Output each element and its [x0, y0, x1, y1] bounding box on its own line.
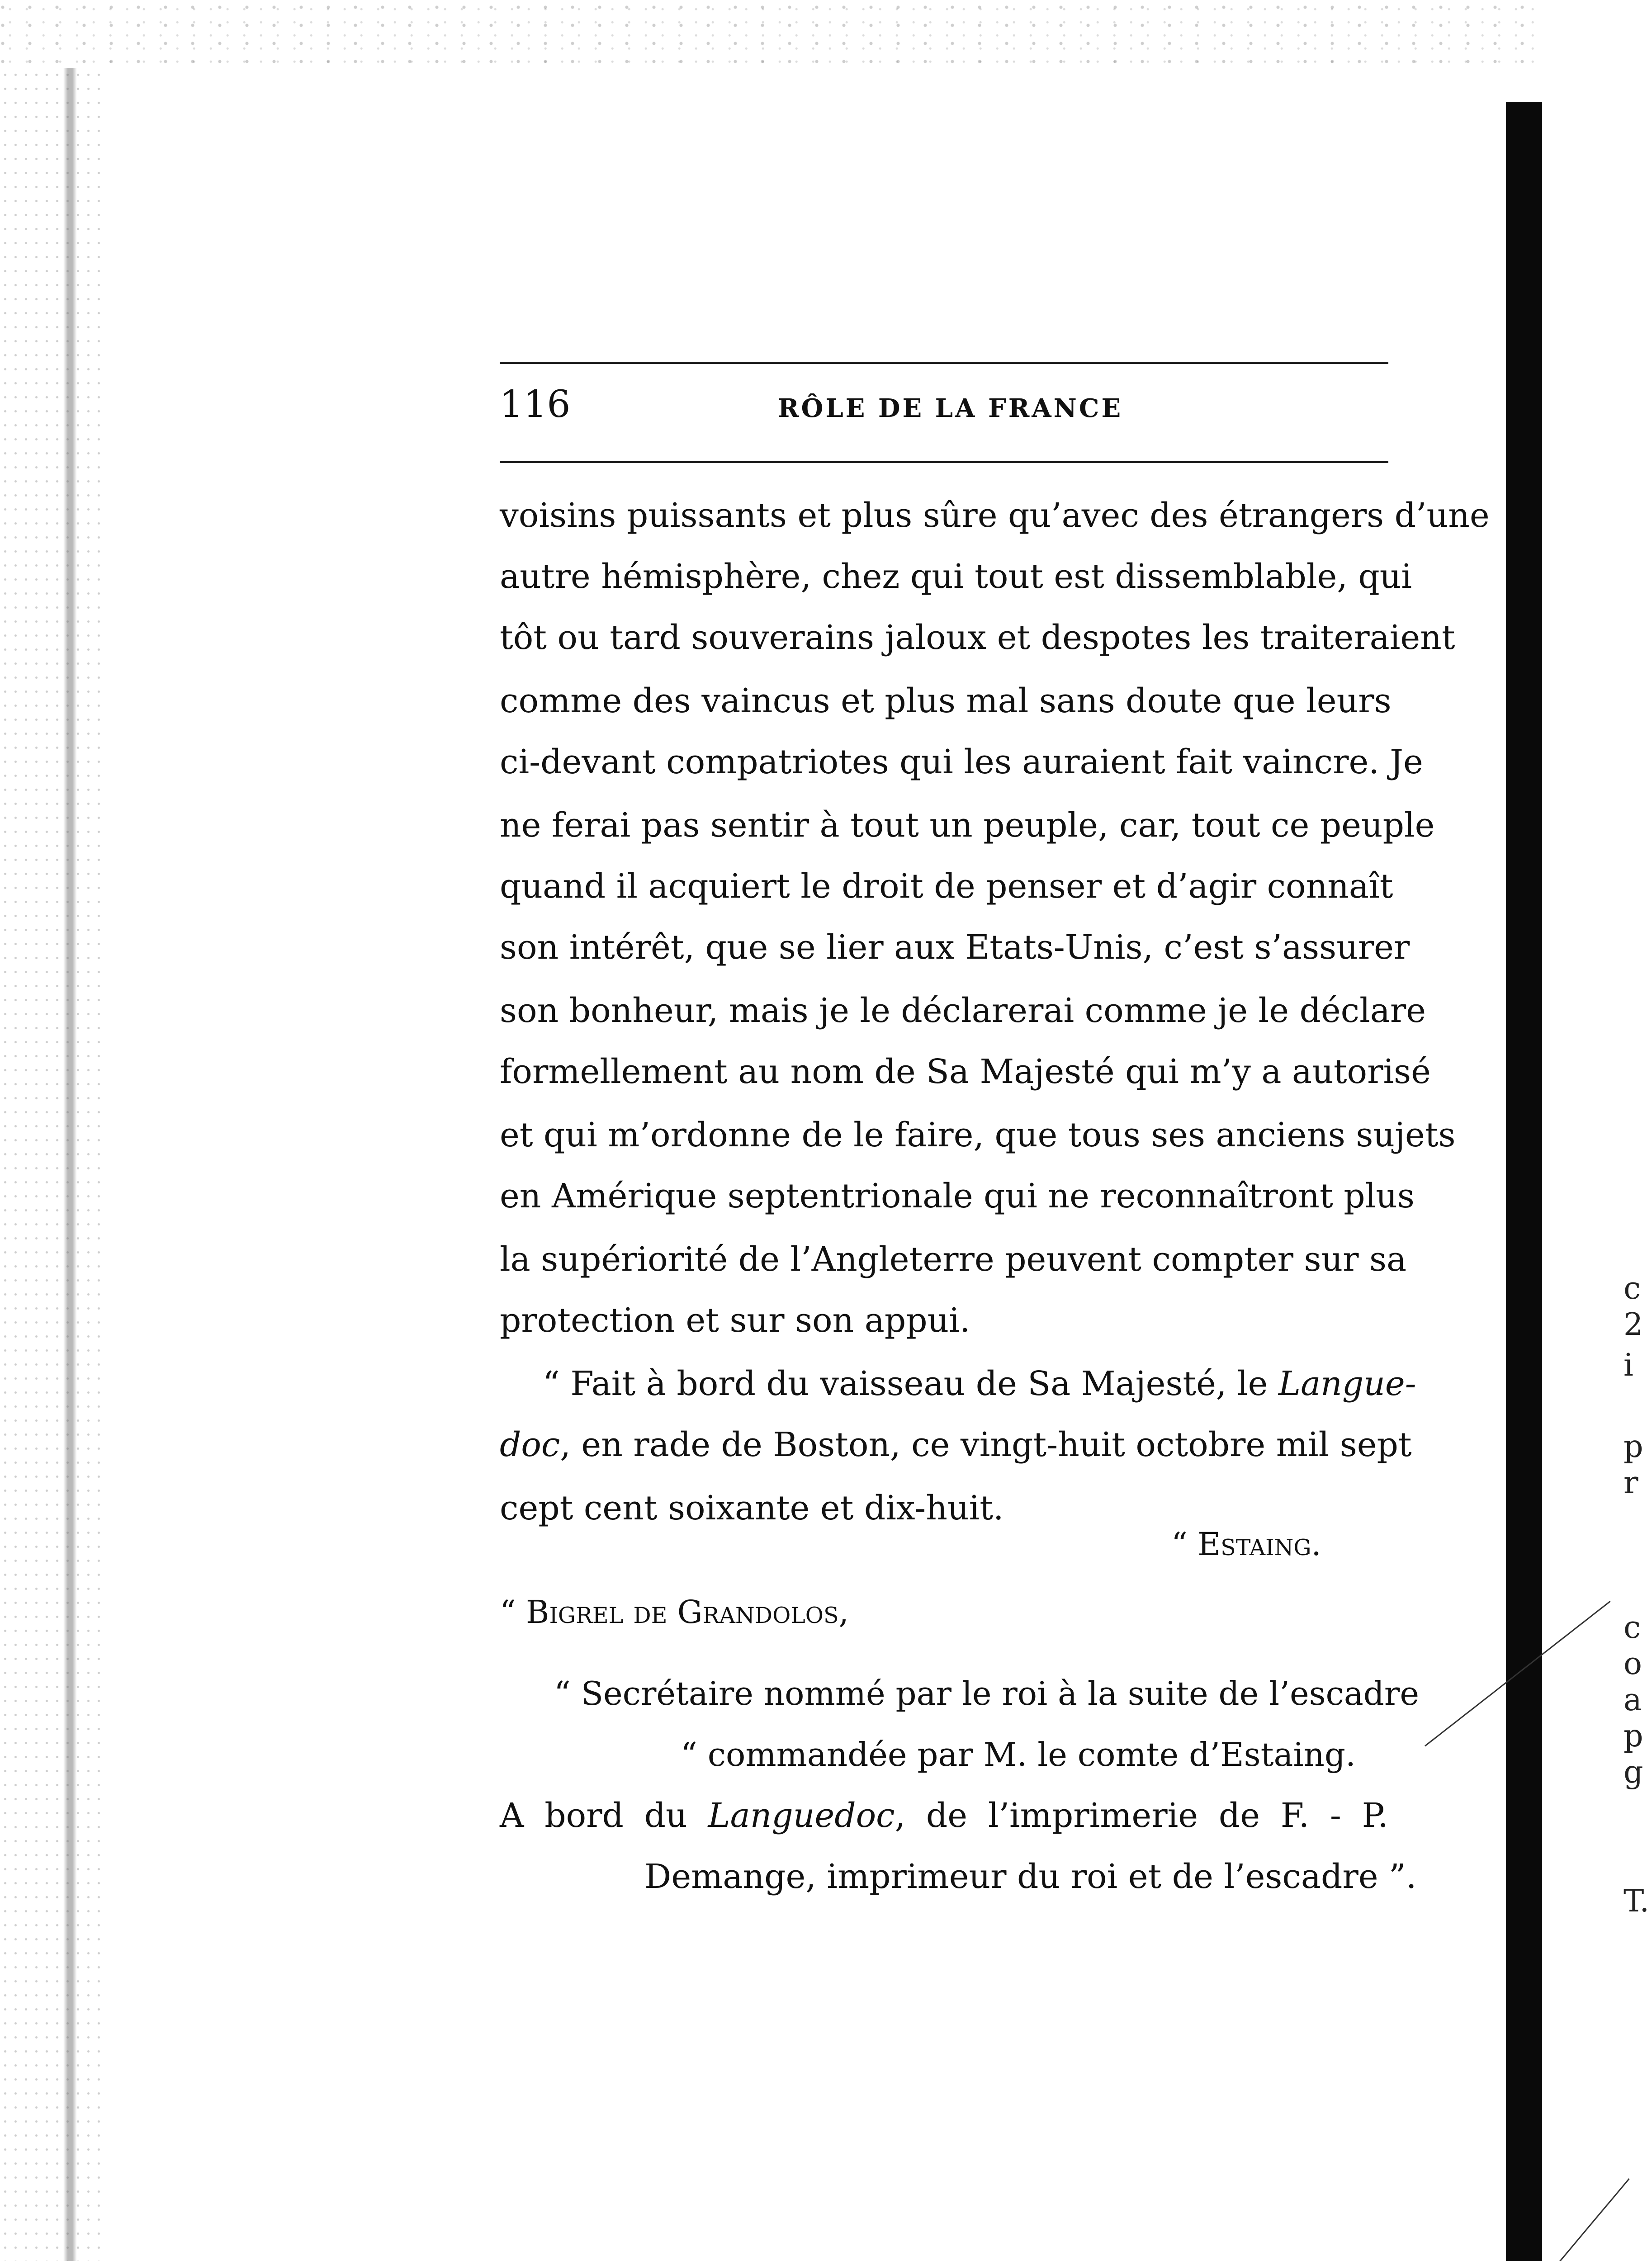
body-line: tôt ou tard souverains jaloux et despotes les traiteraient — [500, 618, 1455, 657]
running-head: RÔLE DE LA FRANCE — [778, 393, 1123, 423]
body-line: autre hémisphère, chez qui tout est dissemblable, qui — [500, 557, 1412, 596]
binding-shadow — [1506, 102, 1542, 2261]
body-line: comme des vaincus et plus mal sans doute que leurs — [500, 681, 1392, 720]
adjacent-glyph: i — [1624, 1348, 1633, 1383]
dated-text: “ Fait à bord du vaisseau de Sa Majesté, le — [543, 1364, 1278, 1403]
adjacent-glyph: r — [1624, 1465, 1638, 1501]
signature-estaing: “ Estaing. — [1171, 1526, 1321, 1563]
body-line: voisins puissants et plus sûre qu’avec des étrangers d’une — [500, 496, 1490, 535]
adjacent-glyph: g — [1624, 1755, 1643, 1790]
header-bottom-rule — [500, 461, 1388, 463]
scan-noise-top — [0, 0, 1538, 68]
adjacent-glyph: a — [1624, 1682, 1642, 1718]
scan-noise-left — [0, 68, 104, 2261]
imprint-line — [500, 1793, 1388, 1838]
ship-name: doc — [500, 1425, 560, 1464]
ship-name: Languedoc — [708, 1796, 895, 1835]
dated-text: , en rade de Boston, ce vingt-huit octobre mil sept — [560, 1425, 1412, 1464]
adjacent-glyph: c — [1624, 1610, 1641, 1646]
adjacent-glyph: o — [1624, 1646, 1642, 1682]
dated-line — [500, 1422, 1412, 1467]
dated-line: cept cent soixante et dix-huit. — [500, 1489, 1004, 1528]
adjacent-page-strip — [1542, 0, 1652, 2261]
adjacent-glyph: p — [1624, 1429, 1643, 1465]
adjacent-glyph: p — [1624, 1718, 1643, 1754]
signature-secretary: “ Bigrel de Grandolos, — [500, 1594, 849, 1631]
body-line: et qui m’ordonne de le faire, que tous ses anciens sujets — [500, 1116, 1456, 1154]
body-line: son intérêt, que se lier aux Etats-Unis, c’est s’assurer — [500, 928, 1410, 967]
adjacent-glyph: 2 — [1624, 1307, 1643, 1343]
imprint-text: , de l’imprimerie de F. - P. — [895, 1796, 1388, 1835]
adjacent-glyph: c — [1624, 1271, 1641, 1306]
imprint-line: Demange, imprimeur du roi et de l’escadre ”. — [644, 1857, 1417, 1896]
imprint-text: A bord du — [500, 1796, 708, 1835]
ship-name: Langue- — [1278, 1364, 1416, 1403]
body-line: son bonheur, mais je le déclarerai comme je le déclare — [500, 991, 1426, 1030]
body-line: protection et sur son appui. — [500, 1301, 970, 1340]
secretary-title: “ Secrétaire nommé par le roi à la suite de l’escadre — [554, 1674, 1419, 1712]
body-line: formellement au nom de Sa Majesté qui m’y a autorisé — [500, 1052, 1431, 1091]
body-line: la supériorité de l’Angleterre peuvent compter sur sa — [500, 1240, 1407, 1279]
body-line: en Amérique septentrionale qui ne reconnaîtront plus — [500, 1177, 1415, 1216]
header-top-rule — [500, 362, 1388, 364]
adjacent-glyph: T. — [1624, 1883, 1649, 1919]
body-line: ne ferai pas sentir à tout un peuple, car, tout ce peuple — [500, 806, 1435, 845]
body-line: quand il acquiert le droit de penser et d’agir connaît — [500, 867, 1393, 906]
body-line: ci-devant compatriotes qui les auraient fait vaincre. Je — [500, 743, 1423, 781]
secretary-title: “ commandée par M. le comte d’Estaing. — [681, 1736, 1356, 1774]
dated-line — [543, 1361, 1416, 1406]
page-number: 116 — [500, 383, 571, 426]
